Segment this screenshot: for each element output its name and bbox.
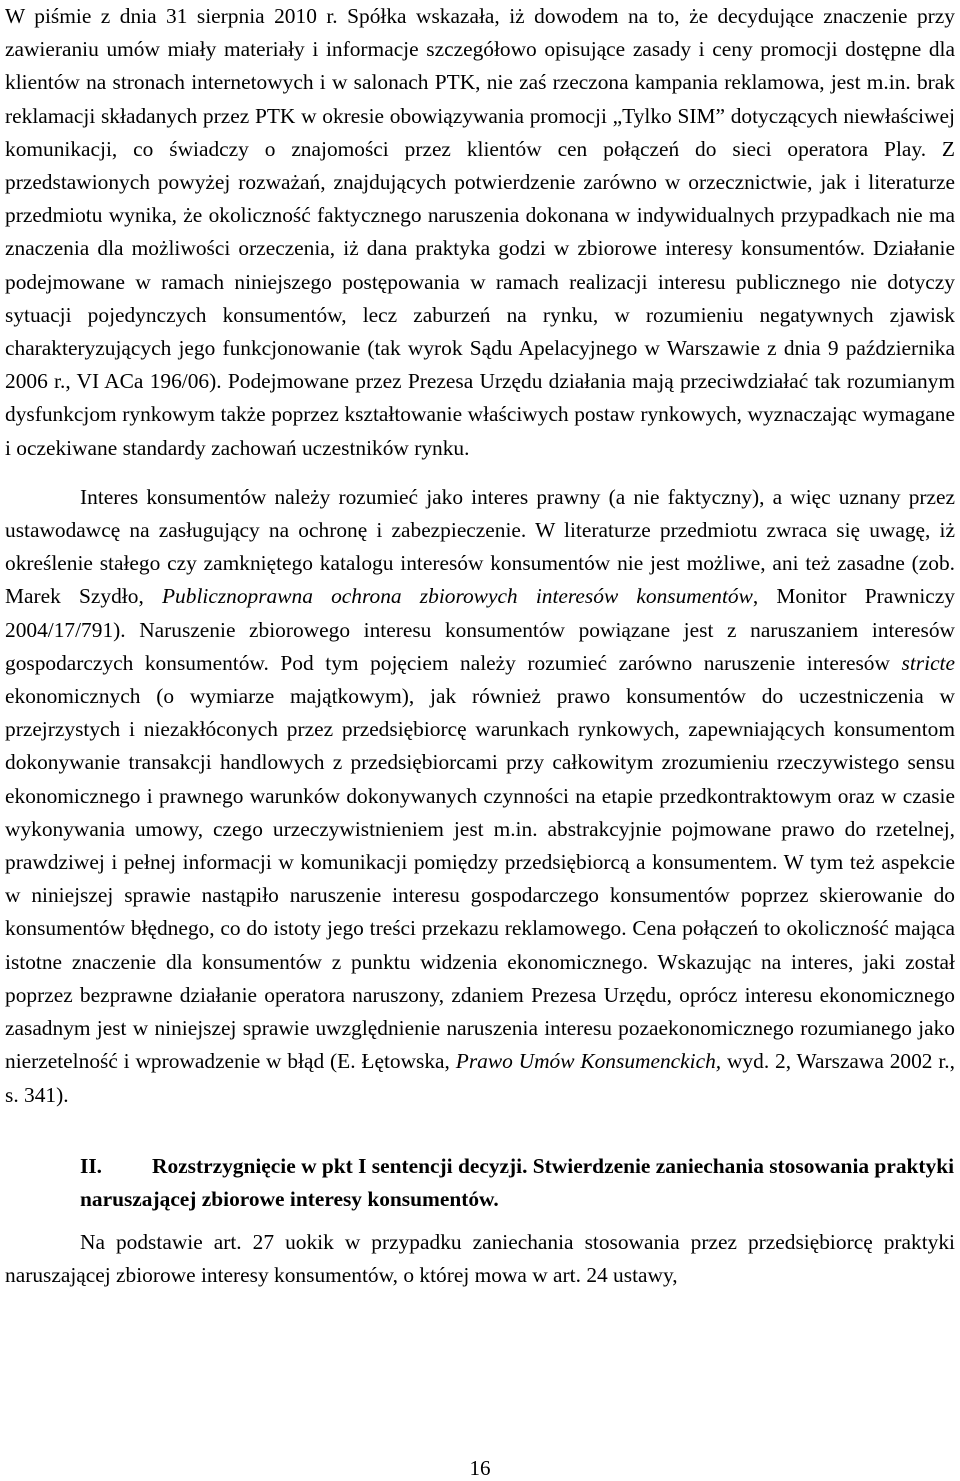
paragraph-3-text: Na podstawie art. 27 uokik w przypadku zaniechania stosowania przez przedsiębiorcę praktyki naruszającej zbiorowe interesy konsumentów, o której mowa w art. 24 ustawy, — [5, 1230, 955, 1288]
citation-title-szydlo: Publicznoprawna ochrona zbiorowych interesów konsumentów — [161, 584, 753, 609]
page-number: 16 — [469, 1456, 491, 1480]
paragraph-1 — [5, 0, 955, 465]
paragraph-2-text-c: ekonomicznych (o wymiarze majątkowym), jak również prawo konsumentów do uczestniczenia w przejrzystych i niezakłóconych przez przedsiębiorcę warunkach rynkowych, zapewniających konsumentom dokonywanie transakcji handlowych z przedsiębiorcami przy całkowitym zrozumieniu rzeczywistego sensu ekonomicznego i prawnego warunków dokonywanych czynności na etapie przedkontraktowym oraz w czasie wykonywania umowy, czego urzeczywistnieniem jest m.in. abstrakcyjnie pojmowane prawo do rzetelnej, prawdziwej i pełnej informacji w komunikacji pomiędzy przedsiębiorcą a konsumentem. W tym też aspekcie w niniejszej sprawie nastąpiło naruszenie interesu gospodarczego konsumentów poprzez skierowanie do konsumentów błędnego, co do istoty jego treści przekazu reklamowego. Cena połączeń to okoliczność mająca istotne znaczenie dla konsumentów z punktu widzenia ekonomicznego. Wskazując na interes, jaki został poprzez bezprawne działanie operatora naruszony, zdaniem Prezesa Urzędu, oprócz interesu ekonomicznego zasadnym jest w niniejszej sprawie uwzględnienie naruszenia interesu pozaekonomicznego rozumianego jako nierzetelność i wprowadzenie w błąd (E. Łętowska, — [5, 684, 955, 1074]
section-title: Rozstrzygnięcie w pkt I sentencji decyzji. Stwierdzenie zaniechania stosowania praktyki naruszającej zbiorowe interesy konsumentów. — [80, 1153, 955, 1211]
paragraph-3 — [5, 1226, 955, 1292]
citation-title-letowska: Prawo Umów Konsumenckich, — [455, 1049, 722, 1074]
document-page — [5, 0, 955, 1293]
paragraph-2-text-b: , Monitor Prawniczy 2004/17/791). Naruszenie zbiorowego interesu konsumentów powiązane jest z naruszaniem interesów gospodarczych konsumentów. Pod tym pojęciem należy rozumieć zarówno naruszenie interesów — [5, 584, 955, 675]
section-number: II. — [80, 1153, 102, 1178]
paragraph-1-text: W piśmie z dnia 31 sierpnia 2010 r. Spółka wskazała, iż dowodem na to, że decydujące znaczenie przy zawieraniu umów miały materiały i informacje szczegółowo opisujące zasady i ceny promocji dostępne dla klientów na stronach internetowych i w salonach PTK, nie zaś rzeczona kampania reklamowa, jest m.in. brak reklamacji składanych przez PTK w okresie obowiązywania promocji „Tylko SIM” dotyczących niewłaściwej komunikacji, co świadczy o znajomości przez klientów cen połączeń do sieci operatora Play. Z przedstawionych powyżej rozważań, znajdujących potwierdzenie zarówno w orzecznictwie, jak i literaturze przedmiotu wynika, że okoliczność faktycznego naruszenia dokonana w indywidualnych przypadkach nie ma znaczenia dla możliwości orzeczenia, iż dana praktyka godzi w zbiorowe interesy konsumentów. Działanie podejmowane w ramach niniejszego postępowania w ramach realizacji interesu publicznego nie dotyczy sytuacji pojedynczych konsumentów, lecz zaburzeń na rynku, w rozumieniu negatywnych zjawisk charakteryzujących jego funkcjonowanie (tak wyrok Sądu Apelacyjnego w Warszawie z dnia 9 października 2006 r., VI ACa 196/06). Podejmowane przez Prezesa Urzędu działania mają przeciwdziałać tak rozumianym dysfunkcjom rynkowym także poprzez kształtowanie właściwych postaw rynkowych, wyznaczając wymagane i oczekiwane standardy zachowań uczestników rynku. — [5, 4, 955, 460]
paragraph-2-text-d: wyd. 2, Warszawa 2002 r., s. 341). — [5, 1049, 955, 1107]
paragraph-2 — [5, 481, 955, 1112]
term-stricte: stricte — [901, 650, 955, 675]
section-heading — [5, 1150, 955, 1216]
paragraph-2-text-a: Interes konsumentów należy rozumieć jako interes prawny (a nie faktyczny), a więc uznany przez ustawodawcę na zasługujący na ochronę i zabezpieczenie. W literaturze przedmiotu zwraca się uwagę, iż określenie stałego czy zamkniętego katalogu interesów konsumentów nie jest możliwe, ani też zasadne (zob. Marek Szydło, — [5, 484, 955, 609]
